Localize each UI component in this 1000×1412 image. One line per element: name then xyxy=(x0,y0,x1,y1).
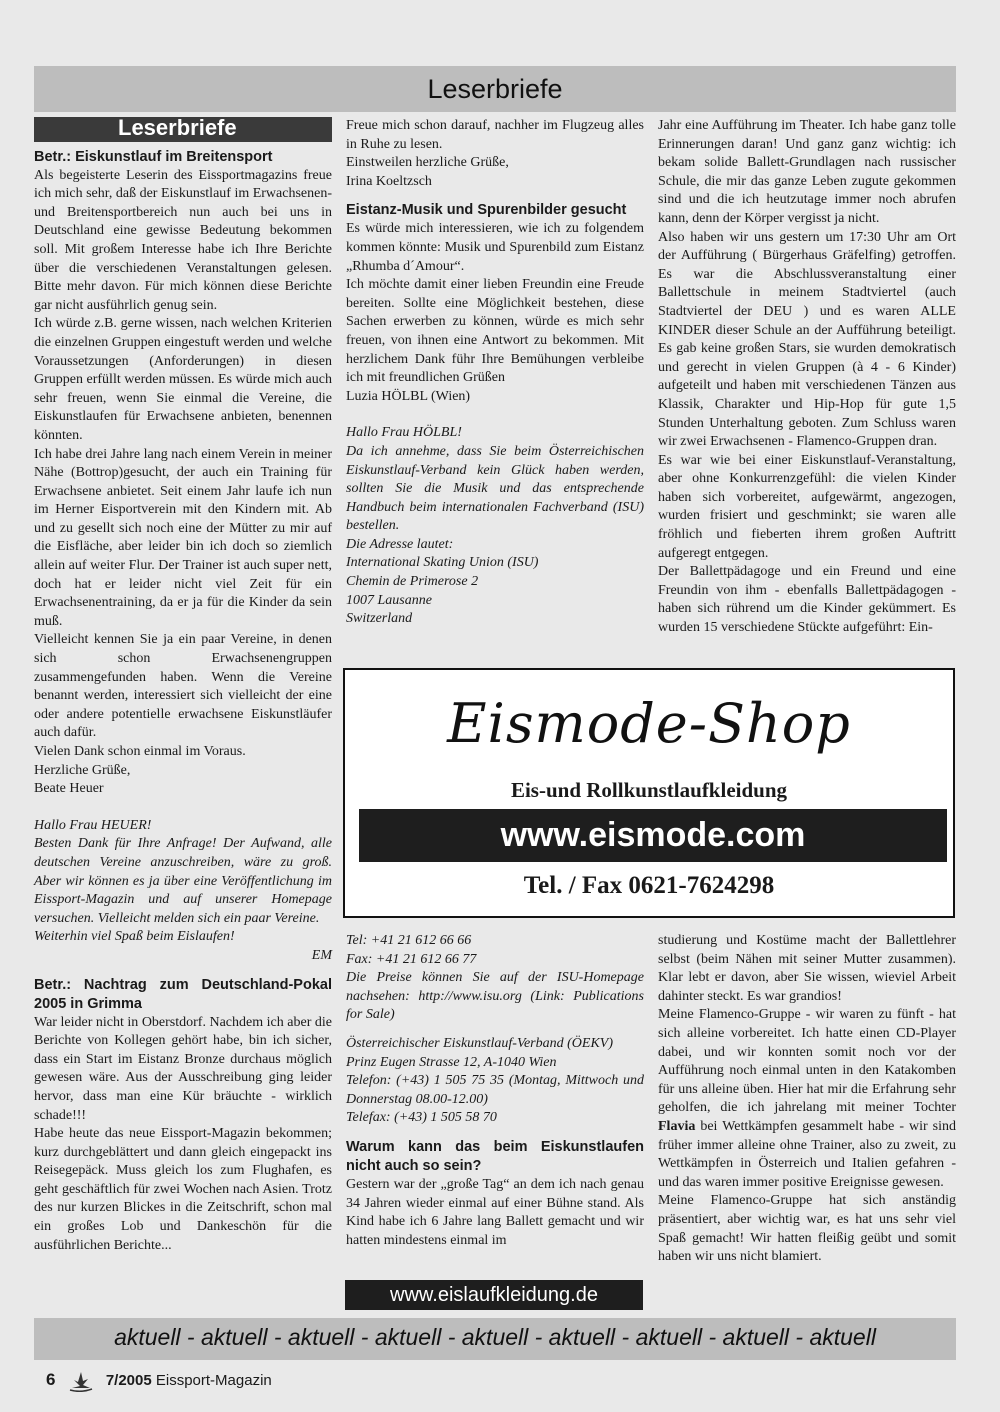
letter-4-paragraph: studierung und Kostüme macht der Ballettlehrer selbst (beim Nähen mit seiner Mutter zusammen). Klar lebt er davon, aber Sie wissen, wieviel Arbeit dahinter steckt. Es war grandios! xyxy=(658,933,956,1004)
aktuell-text: aktuell - aktuell - aktuell - aktuell - aktuell - aktuell - aktuell - aktuell - aktuell xyxy=(114,1324,876,1350)
reply-3-body: Da ich annehme, dass Sie beim Österreichischen Eiskunstlauf-Verband kein Glück haben werden, sollten Sie die Musik und das entsprechende Handbuch beim internationalen Fachverband (ISU) bestellen. xyxy=(346,443,644,534)
reply-3-address-intro: Die Adresse lautet: xyxy=(346,536,454,552)
letter-4-paragraph: Jahr eine Aufführung im Theater. Ich habe ganz tolle Erinnerungen daran! Und ganz ganz wichtig: ich bekam solide Ballett-Grundlagen nach russischer Schule, die mir das ganze Leben zugute gekommen sind und die ich heutzutage immer noch abrufen kann, denn der Körper vergisst ja nicht. xyxy=(658,118,956,226)
letter-2-signature: Irina Koeltzsch xyxy=(346,173,432,189)
isu-fax: Fax: +41 21 612 66 77 xyxy=(346,951,477,967)
isu-prices-note: Die Preise können Sie auf der ISU-Homepage nachsehen: http://www.isu.org (Link: Publications for Sale) xyxy=(346,970,644,1023)
skater-logo-icon xyxy=(68,1370,94,1392)
letter-1-greeting: Herzliche Grüße, xyxy=(34,762,131,778)
letter-3-paragraph: Ich möchte damit einer lieben Freundin eine Freude bereiten. Sollte eine Möglichkeit bestehen, diese Sachen erwerben zu können, würde es mich sehr freuen, von ihnen eine Antwort zu bekommen. Mit herzlichem Dank führ Ihre Bemühungen verbleibe ich mit freundlichen Grüßen xyxy=(346,277,644,386)
ad-subtitle: Eis-und Rollkunstlaufkleidung xyxy=(510,778,788,802)
letter-3-signature: Luzia HÖLBL (Wien) xyxy=(346,388,471,404)
oekv-phone: Telefon: (+43) 1 505 75 35 (Montag, Mittwoch und Donnerstag 08.00-12.00) xyxy=(346,1073,644,1107)
column-1 xyxy=(34,117,332,1255)
isu-phone: Tel: +41 21 612 66 66 xyxy=(346,933,472,948)
letter-2-heading: Betr.: Nachtrag zum Deutschland-Pokal 2005 in Grimma xyxy=(34,976,332,1012)
isu-address-line: Chemin de Primerose 2 xyxy=(346,574,479,590)
aktuell-banner xyxy=(34,1318,956,1360)
daughter-name: Flavia xyxy=(658,1118,696,1134)
isu-address-line: Switzerland xyxy=(346,611,413,627)
reply-1-body: Besten Dank für Ihre Anfrage! Der Aufwand, alle deutschen Vereine anzuschreiben, wäre zu groß. Aber wir können es ja über eine Veröffentlichung im Eissport-Magazin und auf unserer Homepage versuchen. Vielleicht melden sich ein paar Vereine. xyxy=(34,836,332,926)
eismode-advertisement[interactable] xyxy=(343,668,955,918)
column-2-bottom xyxy=(346,932,644,1250)
section-title: Leserbriefe xyxy=(427,74,563,104)
letter-1-signature: Beate Heuer xyxy=(34,781,104,797)
oekv-address: Prinz Eugen Strasse 12, A-1040 Wien xyxy=(346,1054,557,1070)
letter-1-heading: Betr.: Eiskunstlauf im Breitensport xyxy=(34,148,273,165)
letter-1-paragraph: Als begeisterte Leserin des Eissportmagazins freue ich mich sehr, daß der Eiskunstlauf im Erwachsenen- und Breitensportbereich nun auch bei uns in Deutschland eine gewisse Bedeutung bekommen soll. Mit großem Interesse habe ich Ihre Berichte über die verschiedenen Veranstaltungen gelesen. Bitte mehr davon. Für mich können diese Berichte gar nicht ausführlich genug sein. xyxy=(34,167,333,313)
letter-1-paragraph: Vielleicht kennen Sie ja ein paar Vereine, in denen sich schon Erwachsenengruppen zusammengefunden haben. Wenn die Vereine benannt werden, interessiert sich vielleicht der eine oder andere potentielle erwachsene Eiskunstläufer auch dafür. xyxy=(34,632,332,741)
letter-4-paragraph: Gestern war der „große Tag“ an dem ich nach genau 34 Jahren wieder einmal auf einer Bühne stand. Als Kind habe ich 6 Jahre lang Ballett gemacht und wir hatten mindestens einmal im xyxy=(346,1176,644,1248)
letter-4-text: Meine Flamenco-Gruppe - wir waren zu fünft - hat sich alleine vorbereitet. Ich hatte einen CD-Player dabei, und wir konnten somit noch vor der Aufführung noch einmal unten in den Katakomben für uns alleine üben. Hier hat mir die Erfahrung sehr geholfen, die ich jahrelang mit meiner Tochter xyxy=(658,1007,956,1116)
isu-address-line: 1007 Lausanne xyxy=(346,592,432,608)
page-footer xyxy=(46,1370,272,1392)
reply-3-salutation: Hallo Frau HÖLBL! xyxy=(346,425,462,441)
letter-2-paragraph: War leider nicht in Oberstdorf. Nachdem ich aber die Berichte von Kollegen gehört habe, bin ich sicher, dass ein Start im Eistanz Bronze durchaus möglich gewesen wäre. Aus der Ausschreibung ging leider hervor, dass man eine Kür bräuchte - wirklich schade!!! xyxy=(34,1014,332,1123)
issue-number: 7/2005 xyxy=(105,1372,152,1389)
letter-1-paragraph: Ich würde z.B. gerne wissen, nach welchen Kriterien die einzelnen Gruppen eingestuft werden und welche Voraussetzungen (Anforderungen) in diesen Gruppen erfüllt werden müssen. Es würde mich auch sehr freuen, wenn Sie einmal die Vereine, die Eiskunstlaufen für Erwachsene anbieten, benennen könnten. xyxy=(34,316,332,443)
ad-shop-name: Eismode-Shop xyxy=(447,692,851,755)
letter-4-heading: Warum kann das beim Eiskunstlaufen nicht auch so sein? xyxy=(346,1138,644,1174)
page-number: 6 xyxy=(46,1370,56,1389)
letter-1-paragraph: Vielen Dank schon einmal im Voraus. xyxy=(34,744,246,759)
letter-2-paragraph: Habe heute das neue Eissport-Magazin bekommen; kurz durchgeblättert und dann gleich eingepackt ins Reisegepäck. Muss gleich los zum Flughafen, es geht geschäftlich für zwei Wochen nach Asien. Trotz des nur kurzen Blickes in die Zeitschrift, schon mal ein großes Lob und Dankeschön für die ausführlichen Berichte... xyxy=(34,1126,332,1253)
magazine-name: Eissport-Magazin xyxy=(151,1372,272,1389)
column-3-bottom xyxy=(658,932,956,1267)
isu-address-line: International Skating Union (ISU) xyxy=(346,555,539,571)
oekv-name: Österreichischer Eiskunstlauf-Verband (ÖEKV) xyxy=(346,1035,613,1051)
column-2-top xyxy=(346,117,644,629)
reply-1-closing: Weiterhin viel Spaß beim Eislaufen! xyxy=(34,929,235,945)
column-3-top xyxy=(658,117,956,638)
letter-1-paragraph: Ich habe drei Jahre lang nach einem Verein in meiner Nähe (Bottrop)gesucht, der auch ein Training für Erwachsene anbietet. Seit einem Jahr laufe ich nun im Herner Eisportverein mit den Kindern mit. Ab und zu gesellt sich noch eine der Mütter zu mir auf die Eisfläche, aber leider bin ich doch so ziemlich allein auf weiter Flur. Der Trainer ist auch super nett, doch hat er leider nicht viel Zeit für ein Erwachsenentraining, da er ja für die Kinder da sein muß. xyxy=(34,446,332,629)
letter-4-text: bei Wettkämpfen gesammelt habe - wir sind früher immer alleine ohne Trainer, also zu zweit, zu Wettkämpfen in Österreich und Italien gefahren - und das waren immer positive Ereignisse gewesen. xyxy=(658,1118,956,1190)
section-header xyxy=(34,66,956,112)
letter-4-paragraph: Es war wie bei einer Eiskunstlauf-Veranstaltung, aber ohne Konkurrenzgefühl: die vielen Kinder haben sich vorbereitet, aufgewärmt, angezogen, wurden frisiert und geschminkt; sie waren alle fröhlich und fieberten ihrem großen Auftritt aufgeregt entgegen. xyxy=(658,452,956,561)
letter-2-greeting: Einstweilen herzliche Grüße, xyxy=(346,155,509,171)
letter-4-paragraph: Der Ballettpädagoge und ein Freund und eine Freundin von ihm - ebenfalls Ballettpädagogen - haben sich rührend um die Kinder gekümmert. Es wurden 15 verschiedene Stückte aufgeführt: Ein- xyxy=(658,564,956,636)
leserbriefe-box-title: Leserbriefe xyxy=(34,117,332,142)
letter-3-paragraph: Es würde mich interessieren, wie ich zu folgendem kommen könnte: Musik und Spurenbild zum Eistanz „Rhumba d´Amour“. xyxy=(346,221,644,274)
letter-4-paragraph: Also haben wir uns gestern um 17:30 Uhr am Ort der Aufführung ( Bürgerhaus Gräfelfing) getroffen. Es war die Abschlussveranstaltung einer Ballettschule in meinem Stadtviertel (auch Stadtviertel der DEU ) und es waren ALLE KINDER dieser Schule an der Aufführung beteiligt. Es gab keine großen Stars, sie wurden demokratisch und gerecht in vielen Gruppen (à 4 - 6 Kinder) aufgeteilt und haben mit verschiedenen Tänzen aus Klassik, Charakter und Hip-Hop für gute 1,5 Stunden Unterhaltung geboten. Zum Schluss waren wir zwei Erwachsenen - Flamenco-Gruppen dran. xyxy=(658,229,956,450)
oekv-fax: Telefax: (+43) 1 505 58 70 xyxy=(346,1110,497,1126)
reply-1-salutation: Hallo Frau HEUER! xyxy=(34,817,152,833)
letter-3-heading: Eistanz-Musik und Spurenbilder gesucht xyxy=(346,202,627,219)
letter-4-paragraph: Meine Flamenco-Gruppe hat sich anständig präsentiert, aber wichtig war, es hat uns sehr viel Spaß gemacht! Wir hatten fleißig geübt und somit haben wir uns nicht blamiert. xyxy=(658,1193,956,1265)
eislaufkleidung-url-banner[interactable]: www.eislaufkleidung.de xyxy=(345,1280,643,1310)
letter-4-paragraph xyxy=(658,1006,956,1192)
letter-2-continuation: Freue mich schon darauf, nachher im Flugzeug alles in Ruhe zu lesen. xyxy=(346,118,644,152)
ad-url[interactable]: www.eismode.com xyxy=(359,809,947,862)
ad-phone: Tel. / Fax 0621-7624298 xyxy=(523,872,775,899)
reply-1-signature: EM xyxy=(311,947,332,963)
